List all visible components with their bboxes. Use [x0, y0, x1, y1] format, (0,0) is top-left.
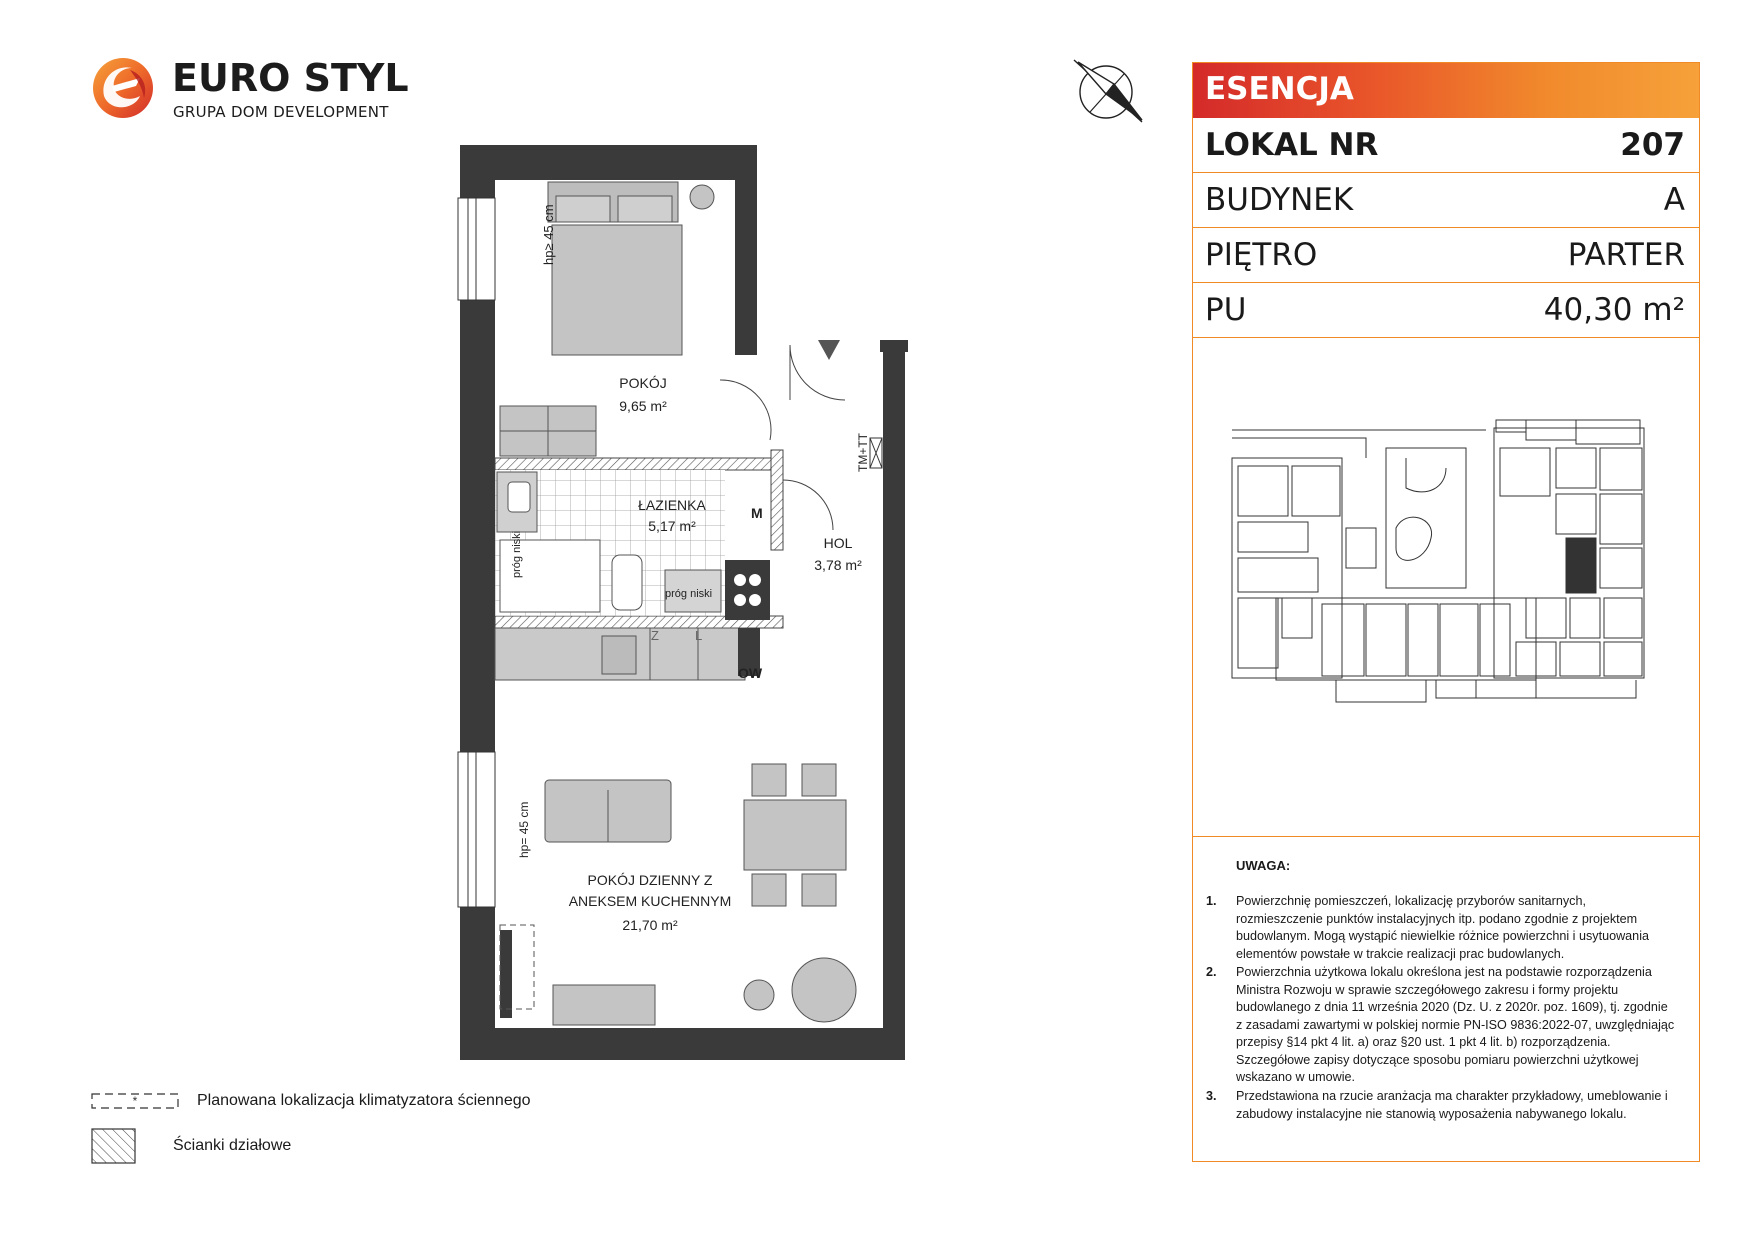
bathroom-threshold-label: próg niski: [665, 588, 713, 600]
fridge-label: Z: [651, 628, 659, 643]
living-name-line1: POKÓJ DZIENNY Z: [587, 872, 713, 888]
note-2-text: Powierzchnia użytkowa lokalu określona jest na podstawie rozporządzenia Ministra Rozwoju w sprawie szczegółowego zakresu i formy projektu budowlanego z dnia 11 września 2020 (Dz. U. z 2020r. poz. 1609), tj. zgodnie z zasadami zawartymi w polskiej normie PN-ISO 9836:2022-07, uwzględniając przepisy §14 pkt 4 lit. a) oraz §20 ust. 1 pkt 4 lit. b) rozporządzenia. Szczegółowe zapisy dotyczące sposobu pomiaru powierzchni użytkowej wskazano w umowie.: [1236, 965, 1675, 1084]
bedroom-sill-label: hp≥ 45 cm: [541, 204, 556, 265]
area-label: PU: [1205, 292, 1247, 328]
brand-tagline: GRUPA DOM DEVELOPMENT: [173, 103, 389, 121]
note-1-text: Powierzchnię pomieszczeń, lokalizację przyborów sanitarnych, rozmieszczenie punktów instalacyjnych itp. podano zgodnie z projektem budowlanym. Mogą wystąpić niewielkie różnice powierzchni i usytuowania elementów powstałe w trakcie realizacji prac budowlanych.: [1236, 894, 1649, 961]
hall-area: 3,78 m²: [814, 557, 862, 573]
living-name-line2: ANEKSEM KUCHENNYM: [568, 893, 732, 909]
note-1-number: 1.: [1206, 894, 1217, 908]
bathroom-threshold-label-vertical: próg niski: [511, 530, 523, 578]
unit-row-building: [1193, 173, 1699, 228]
building-value: A: [1663, 182, 1685, 218]
ac-legend-symbol: [91, 1092, 179, 1110]
project-name: ESENCJA: [1205, 71, 1354, 107]
unit-number-label: LOKAL NR: [1205, 127, 1379, 163]
building-label: BUDYNEK: [1205, 182, 1354, 218]
area-value: 40,30 m²: [1543, 292, 1685, 328]
living-area: 21,70 m²: [622, 917, 678, 933]
unit-row-floor: [1193, 228, 1699, 283]
floor-value: PARTER: [1567, 237, 1685, 273]
floor-plan: [455, 140, 910, 1065]
ac-legend-label: Planowana lokalizacja klimatyzatora ściennego: [197, 1092, 531, 1109]
notes-divider: [1193, 836, 1699, 837]
unit-row-number: [1193, 118, 1699, 173]
partition-legend-symbol: [91, 1128, 136, 1164]
brand-name: EURO STYL: [172, 56, 409, 100]
notes-title: UWAGA:: [1236, 858, 1291, 873]
note-3-text: Przedstawiona na rzucie aranżacja ma charakter przykładowy, umeblowanie i zabudowy instalacyjne nie stanowią wyposażenia nabywanego lokalu.: [1236, 1089, 1668, 1121]
telecom-label: TM+TT: [856, 433, 870, 472]
unit-row-area: [1193, 283, 1699, 338]
bedroom-name: POKÓJ: [619, 375, 667, 391]
dishwasher-label: L: [695, 628, 703, 643]
ac-legend-star: *: [132, 1094, 138, 1108]
heater-label: OW: [738, 665, 763, 681]
partition-legend-label: Ścianki działowe: [173, 1137, 292, 1154]
bathroom-name: ŁAZIENKA: [638, 497, 706, 513]
floor-label: PIĘTRO: [1205, 237, 1318, 273]
bathroom-area: 5,17 m²: [648, 518, 696, 534]
building-key-plan: [1226, 418, 1666, 750]
north-compass-icon: [1070, 54, 1146, 126]
washer-label: M: [751, 505, 763, 521]
bedroom-area: 9,65 m²: [619, 398, 667, 414]
note-3-number: 3.: [1206, 1089, 1217, 1103]
unit-number-value: 207: [1620, 127, 1685, 163]
euro-styl-logo-icon: [90, 56, 156, 120]
living-sill-label: hp= 45 cm: [517, 801, 531, 858]
hall-name: HOL: [823, 535, 853, 551]
note-2-number: 2.: [1206, 965, 1217, 979]
